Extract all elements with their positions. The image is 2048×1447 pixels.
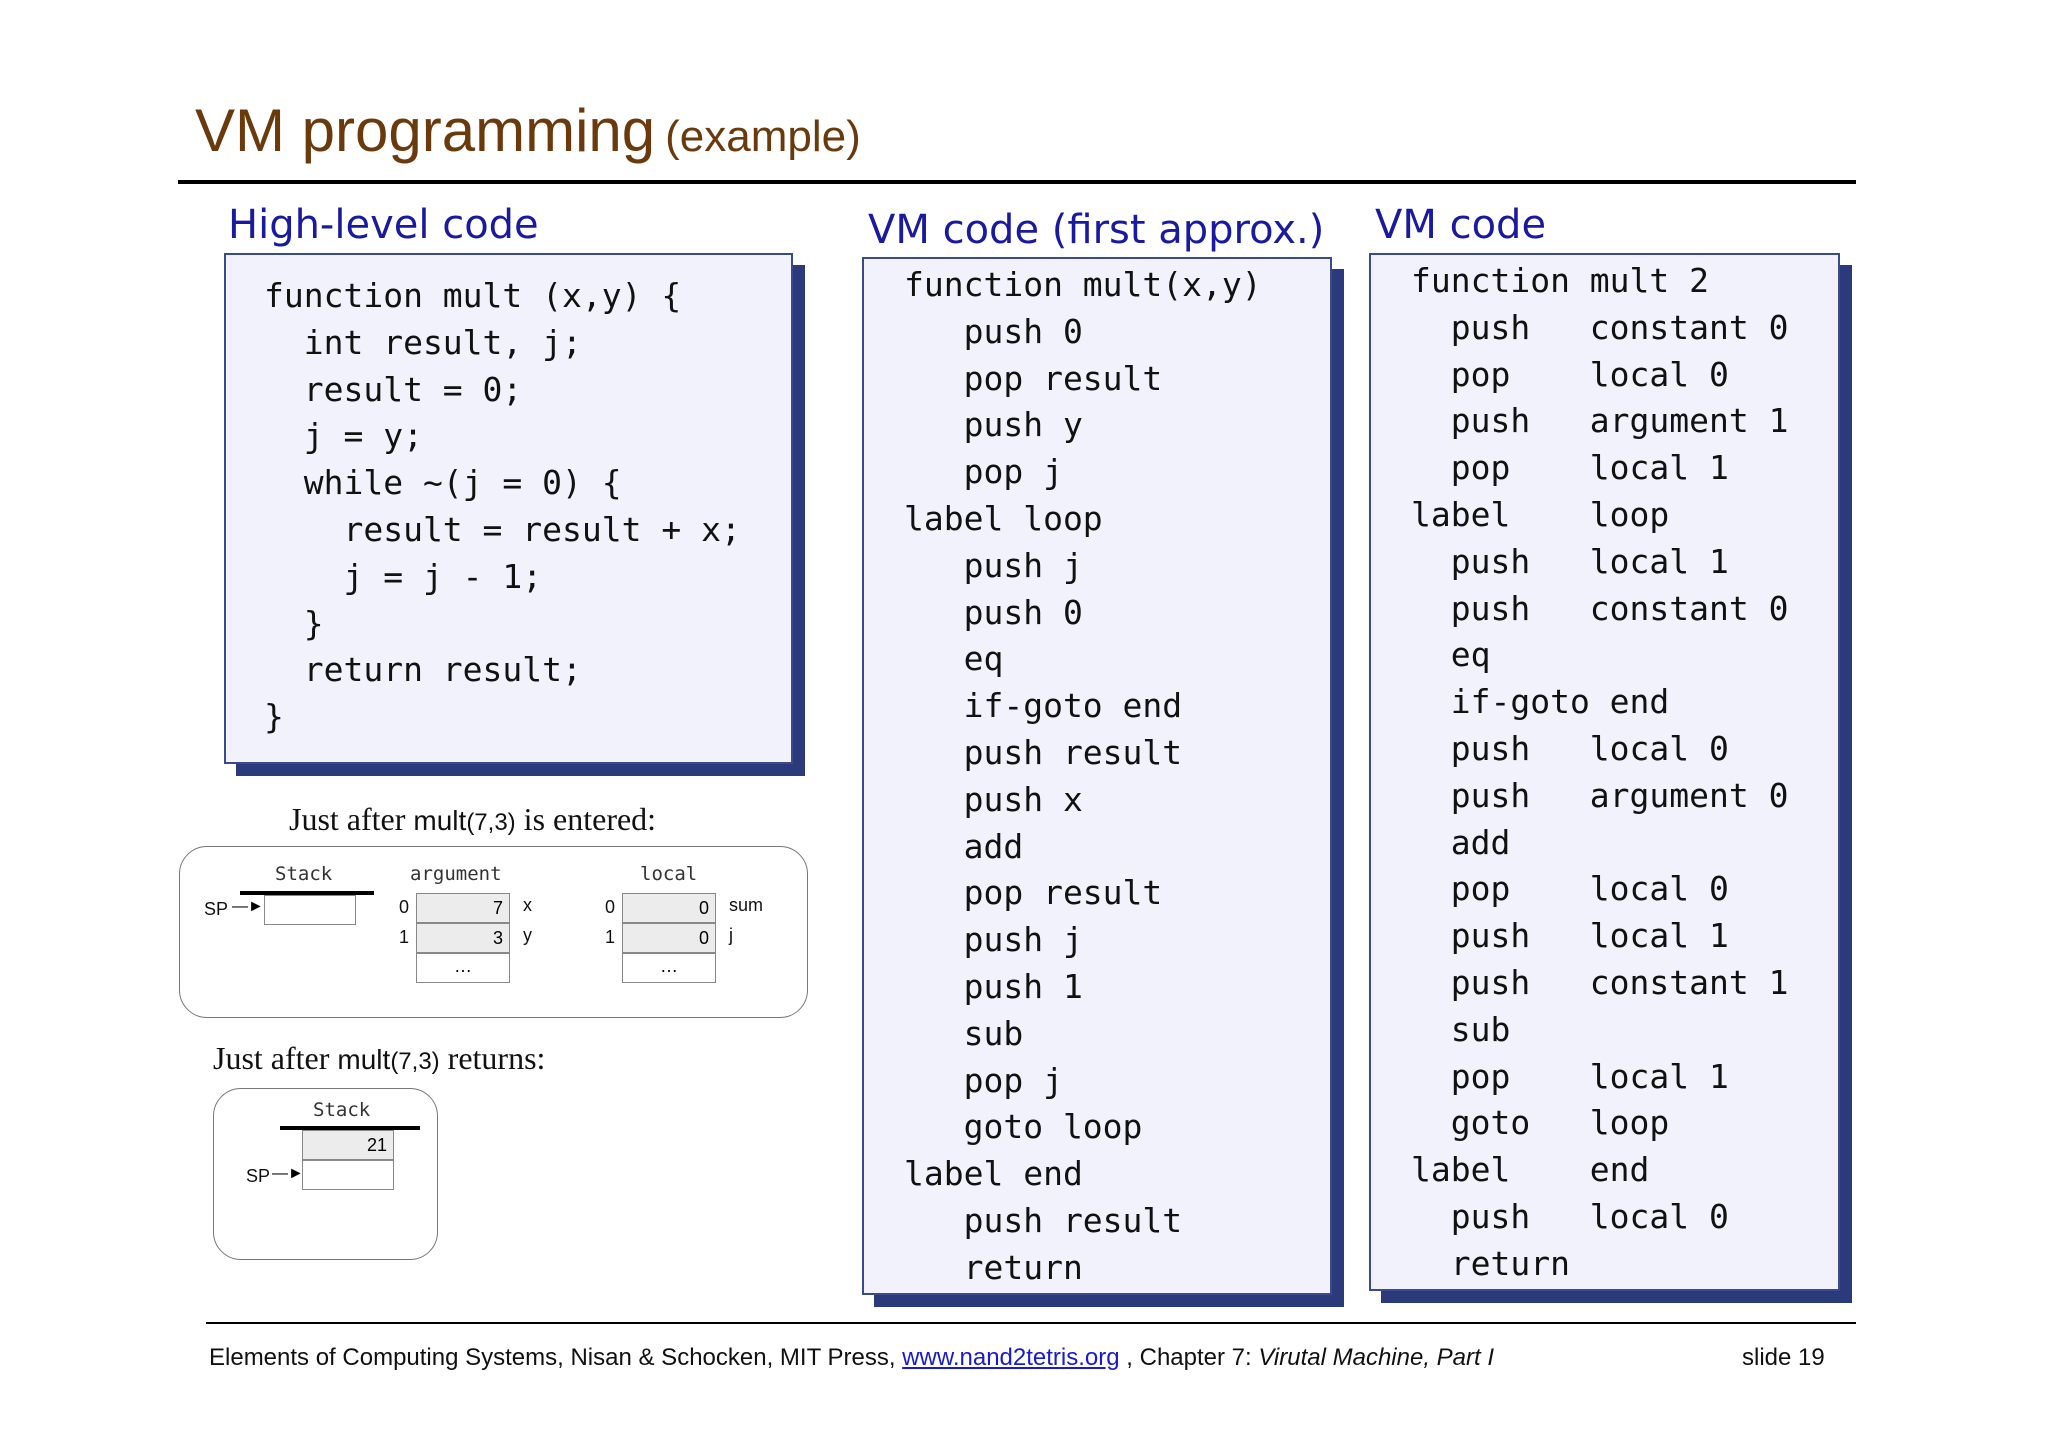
vm-code-line: push local 1	[1411, 541, 1729, 581]
high-level-code	[264, 273, 741, 741]
entered-caption-post: is entered:	[515, 801, 657, 837]
vm-code-line: if-goto end	[1411, 682, 1670, 722]
vm-code-line: push argument 1	[1411, 401, 1789, 441]
vm-code-line: pop local 1	[1411, 1056, 1729, 1096]
vm-code-line: push local 1	[1411, 916, 1729, 956]
title-divider	[178, 180, 1856, 184]
slide-number: slide 19	[1742, 1344, 1825, 1371]
returns-caption-fn: mult	[337, 1044, 391, 1075]
vm-code-line: pop local 0	[1411, 354, 1729, 394]
vm-first-approx-code-line: sub	[904, 1013, 1024, 1053]
footer-citation	[209, 1344, 1494, 1372]
high-level-code-line: return result;	[264, 650, 582, 690]
high-level-heading: High-level code	[228, 202, 539, 248]
slide-title-sub: (example)	[665, 112, 861, 161]
vm-first-approx-code-line: add	[904, 826, 1024, 866]
vm-first-approx-code-line: push result	[904, 1200, 1183, 1240]
entered-diagram-panel	[179, 846, 808, 1018]
vm-first-approx-code-box	[862, 257, 1332, 1295]
local-label: local	[640, 863, 698, 885]
returns-diagram-panel	[213, 1088, 438, 1260]
vm-code-line: push constant 0	[1411, 307, 1789, 347]
vm-code-line: push argument 0	[1411, 775, 1789, 815]
footer-divider	[206, 1322, 1856, 1324]
returns-caption-post: returns:	[439, 1040, 546, 1076]
argument-ellipsis-cell: …	[416, 953, 510, 983]
vm-first-approx-code-line: pop result	[904, 358, 1163, 398]
entered-stack-label: Stack	[275, 863, 333, 885]
vm-code-line: pop local 0	[1411, 869, 1729, 909]
high-level-code-line: j = j - 1;	[264, 556, 543, 596]
entered-caption-args: (7,3)	[466, 809, 516, 836]
returns-caption-args: (7,3)	[390, 1048, 440, 1075]
argument-name-1: y	[523, 925, 532, 945]
argument-cell-1: 3	[416, 923, 510, 953]
high-level-code-line: function mult (x,y) {	[264, 276, 682, 315]
footer-link[interactable]: www.nand2tetris.org	[902, 1344, 1120, 1371]
local-index-1: 1	[605, 927, 616, 947]
vm-code-line: push local 0	[1411, 1196, 1729, 1236]
entered-stack-sp-cell	[264, 895, 356, 925]
entered-sp-label: SP	[204, 899, 229, 919]
vm-first-approx-code-line: push j	[904, 920, 1083, 960]
local-ellipsis-cell: …	[622, 953, 716, 983]
vm-first-approx-heading: VM code (first approx.)	[868, 207, 1325, 253]
vm-first-approx-code-line: function mult(x,y)	[904, 265, 1262, 304]
vm-first-approx-code-line: label end	[904, 1154, 1083, 1194]
vm-first-approx-code-line: pop j	[904, 1060, 1063, 1100]
vm-code-line: return	[1411, 1243, 1570, 1283]
vm-code-box	[1369, 253, 1840, 1291]
high-level-code-line: result = 0;	[264, 369, 523, 409]
entered-caption-fn: mult	[413, 805, 467, 836]
returns-sp-label: SP	[246, 1166, 271, 1186]
high-level-code-line: int result, j;	[264, 322, 582, 362]
vm-first-approx-code-line: push x	[904, 779, 1083, 819]
high-level-code-line: j = y;	[264, 416, 423, 456]
vm-first-approx-code-line: push result	[904, 732, 1183, 772]
entered-caption	[289, 801, 656, 838]
vm-code-line: eq	[1411, 635, 1491, 675]
returns-stack-sp-cell	[302, 1160, 394, 1190]
vm-first-approx-code-line: label loop	[904, 498, 1103, 538]
high-level-code-line: while ~(j = 0) {	[264, 463, 622, 503]
vm-code-line: push constant 0	[1411, 588, 1789, 628]
argument-index-0: 0	[399, 897, 410, 917]
vm-first-approx-code-line: push 0	[904, 592, 1083, 632]
local-cell-1: 0	[622, 923, 716, 953]
vm-first-approx-code-line: pop result	[904, 873, 1163, 913]
argument-cell-0: 7	[416, 893, 510, 923]
footer-text-pre: Elements of Computing Systems, Nisan & Schocken, MIT Press,	[209, 1344, 903, 1371]
vm-code-line: sub	[1411, 1009, 1511, 1049]
vm-first-approx-code-line: if-goto end	[904, 686, 1183, 726]
returns-stack-value-cell: 21	[302, 1130, 394, 1160]
vm-first-approx-code-line: eq	[904, 639, 1004, 679]
returns-caption	[213, 1040, 545, 1077]
vm-first-approx-code-line: return	[904, 1247, 1083, 1287]
high-level-code-line: }	[264, 603, 324, 643]
vm-first-approx-code-line: push y	[904, 405, 1083, 445]
argument-label: argument	[410, 863, 502, 885]
footer-text-mid: , Chapter 7:	[1119, 1344, 1259, 1371]
vm-code-line: function mult 2	[1411, 261, 1710, 300]
slide-title-main: VM programming	[195, 97, 656, 164]
vm-first-approx-code-line: pop j	[904, 452, 1063, 492]
entered-sp-arrow-icon: —►	[232, 898, 264, 915]
vm-code-line: label loop	[1411, 494, 1670, 534]
vm-code-line: push constant 1	[1411, 962, 1789, 1002]
returns-sp-arrow-icon: —►	[272, 1165, 304, 1182]
vm-code-line: label end	[1411, 1150, 1650, 1190]
local-index-0: 0	[605, 897, 616, 917]
vm-first-approx-code-line: push 1	[904, 966, 1083, 1006]
slide-title	[195, 96, 861, 165]
high-level-code-box	[224, 253, 793, 764]
local-cell-0: 0	[622, 893, 716, 923]
argument-index-1: 1	[399, 927, 410, 947]
high-level-code-line: result = result + x;	[264, 509, 741, 549]
vm-code-line: pop local 1	[1411, 448, 1729, 488]
vm-first-approx-code-line: goto loop	[904, 1107, 1143, 1147]
vm-code-line: push local 0	[1411, 728, 1729, 768]
local-name-1: j	[729, 925, 733, 945]
vm-code	[1411, 258, 1789, 1288]
high-level-code-line: }	[264, 697, 284, 737]
footer-chapter-title: Virutal Machine, Part I	[1258, 1344, 1495, 1371]
vm-code-line: goto loop	[1411, 1103, 1670, 1143]
entered-caption-pre: Just after	[289, 801, 414, 837]
vm-first-approx-code	[904, 262, 1262, 1292]
local-name-0: sum	[729, 895, 764, 915]
vm-code-line: add	[1411, 822, 1511, 862]
returns-caption-pre: Just after	[213, 1040, 338, 1076]
vm-code-heading: VM code	[1375, 202, 1547, 248]
returns-stack-label: Stack	[313, 1099, 371, 1121]
vm-first-approx-code-line: push j	[904, 545, 1083, 585]
vm-first-approx-code-line: push 0	[904, 311, 1083, 351]
argument-name-0: x	[523, 895, 532, 915]
